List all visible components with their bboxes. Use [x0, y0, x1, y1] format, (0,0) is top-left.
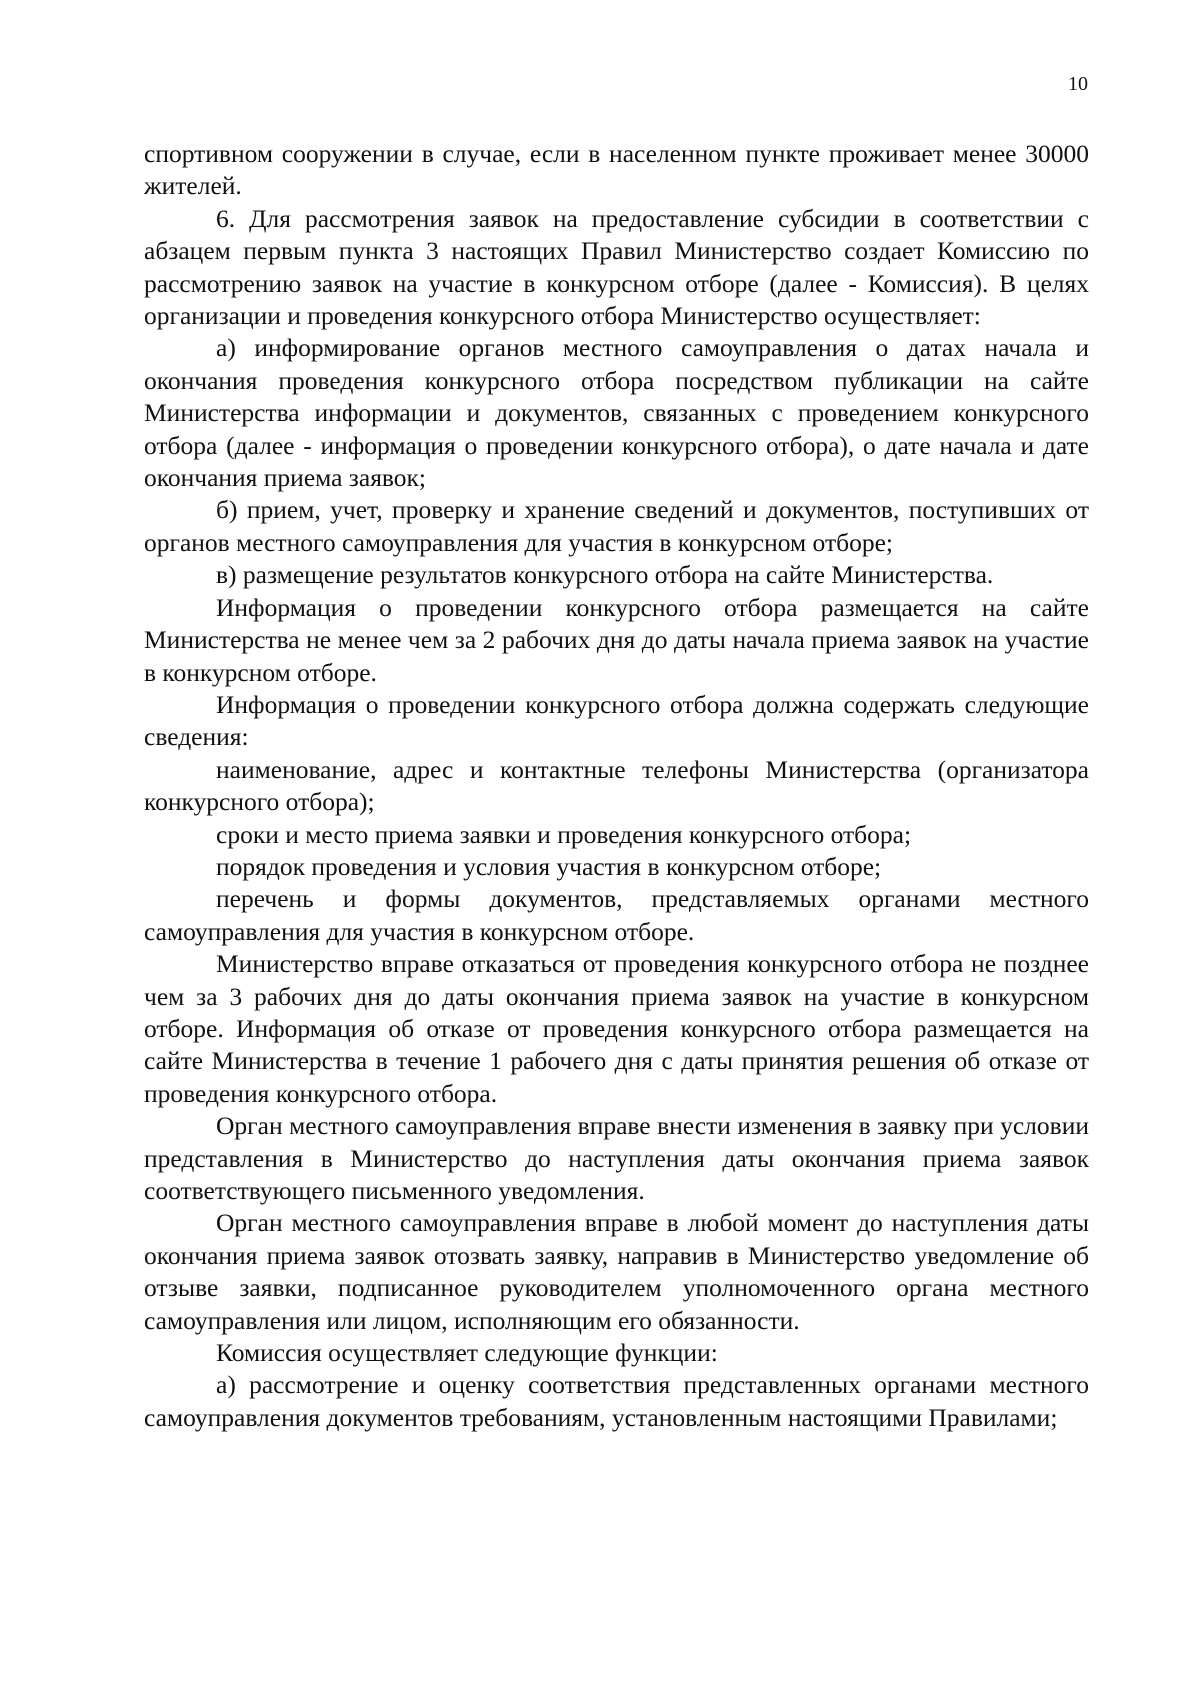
- paragraph-subitem-b: б) прием, учет, проверку и хранение сведений и документов, поступивших от органов местного самоуправления для участия в конкурсном отборе;: [144, 495, 1089, 557]
- paragraph-withdrawal: Орган местного самоуправления вправе в любой момент до наступления даты окончания приема заявок отозвать заявку, направив в Министерство уведомление об отзыве заявки, подписанное руководителем уполномоченного органа местного самоуправления или лицом, исполняющим его обязанности.: [144, 1208, 1089, 1335]
- paragraph-info-contents: Информация о проведении конкурсного отбора должна содержать следующие сведения:: [144, 689, 1089, 752]
- paragraph-info-documents: перечень и формы документов, представляемых органами местного самоуправления для участия в конкурсном отборе.: [144, 884, 1089, 946]
- paragraph-info-procedure: порядок проведения и условия участия в конкурсном отборе;: [216, 851, 882, 881]
- paragraph-info-terms: сроки и место приема заявки и проведения конкурсного отбора;: [216, 819, 912, 849]
- paragraph-refusal: Министерство вправе отказаться от проведения конкурсного отбора не позднее чем за 3 рабочих дня до даты окончания приема заявок на участие в конкурсном отборе. Информация об отказе от проведения конкурсного отбора размещается на сайте Министерства в течение 1 рабочего дня с даты принятия решения об отказе от проведения конкурсного отбора.: [144, 949, 1089, 1108]
- paragraph-info-name-address: наименование, адрес и контактные телефоны Министерства (организатора конкурсного отбора);: [144, 754, 1089, 817]
- paragraph-info-publication: Информация о проведении конкурсного отбора размещается на сайте Министерства не менее чем за 2 рабочих дня до даты начала приема заявок на участие в конкурсном отборе.: [144, 592, 1089, 687]
- paragraph-commission-functions: Комиссия осуществляет следующие функции:: [216, 1338, 718, 1368]
- document-body: [144, 138, 1089, 1434]
- paragraph-function-a: а) рассмотрение и оценку соответствия представленных органами местного самоуправления документов требованиям, установленным настоящими Правилами;: [144, 1370, 1089, 1432]
- paragraph-subitem-a: а) информирование органов местного самоуправления о датах начала и окончания проведения конкурсного отбора посредством публикации на сайте Министерства информации и документов, связанных с проведением конкурсного отбора (далее - информация о проведении конкурсного отбора), о дате начала и дате окончания приема заявок;: [144, 333, 1089, 493]
- paragraph-continuation: спортивном сооружении в случае, если в населенном пункте проживает менее 30000 жителей.: [144, 139, 1089, 201]
- page-number: 10: [1068, 73, 1088, 95]
- paragraph-subitem-v: в) размещение результатов конкурсного отбора на сайте Министерства.: [216, 560, 994, 590]
- paragraph-amendment: Орган местного самоуправления вправе внести изменения в заявку при условии представления в Министерство до наступления даты окончания приема заявок соответствующего письменного уведомления.: [144, 1111, 1089, 1205]
- paragraph-item-6: 6. Для рассмотрения заявок на предоставление субсидии в соответствии с абзацем первым пункта 3 настоящих Правил Министерство создает Комиссию по рассмотрению заявок на участие в конкурсном отборе (далее - Комиссия). В целях организации и проведения конкурсного отбора Министерство осуществляет:: [144, 203, 1089, 331]
